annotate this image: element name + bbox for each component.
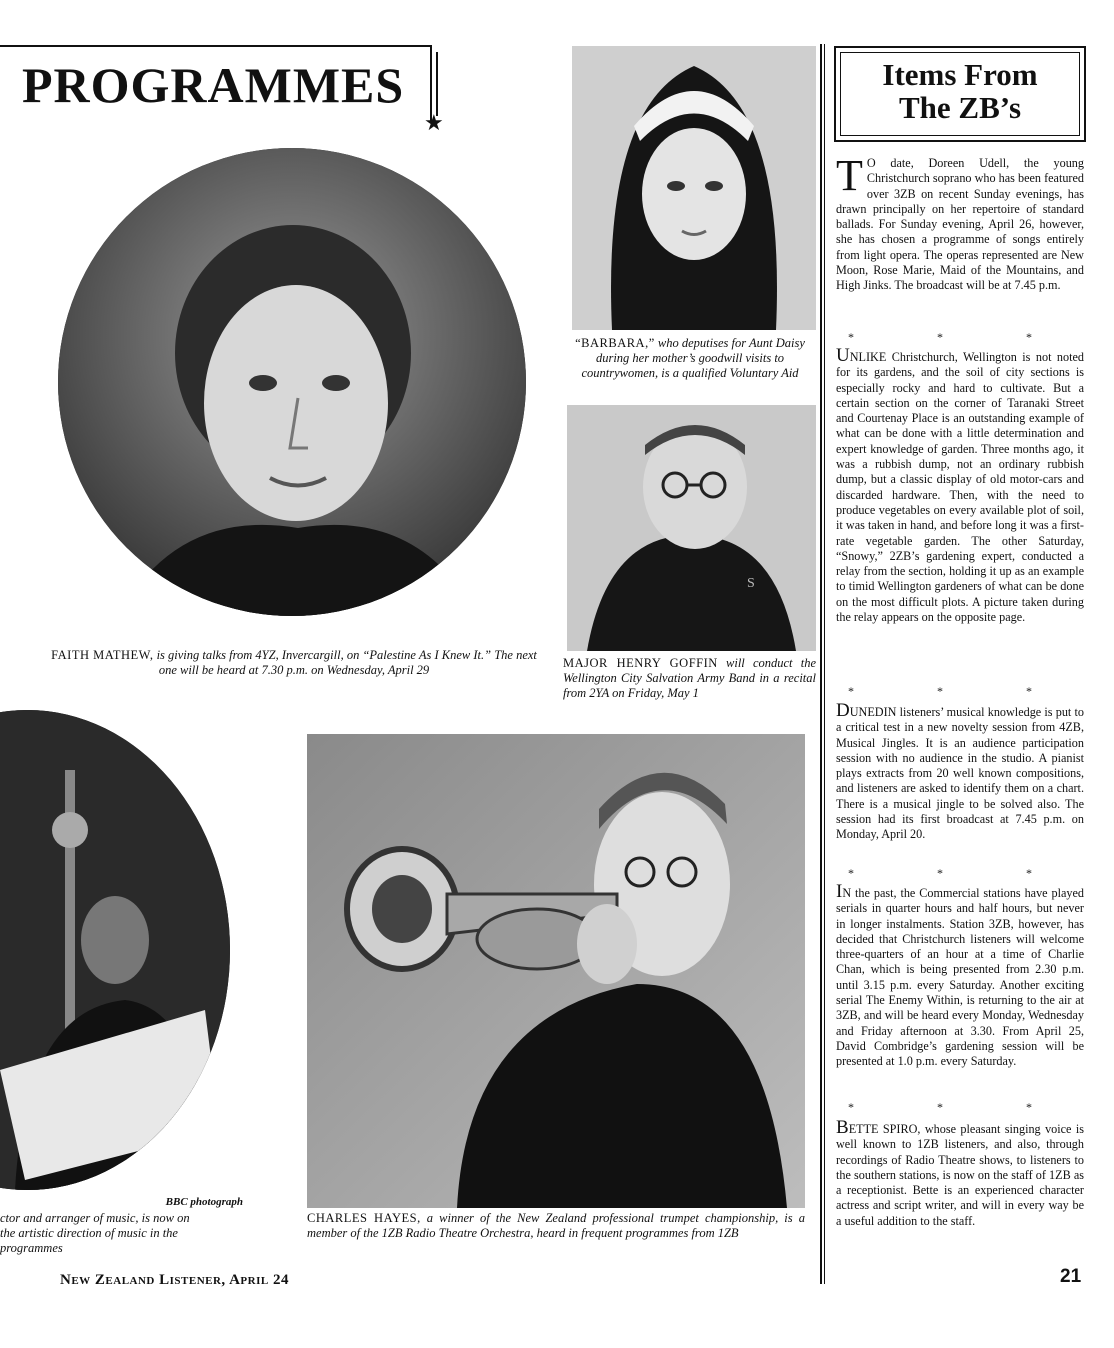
caption-bbc-conductor [0, 1211, 246, 1256]
caption-line: programmes [0, 1241, 63, 1255]
column-rule [820, 44, 822, 1284]
initial-cap: I [836, 881, 843, 902]
caption-line: ctor and arranger of music, is now on [0, 1211, 190, 1225]
article-doreen-udell [836, 151, 1084, 294]
page-number: 21 [1060, 1266, 1082, 1287]
article-text: UNEDIN listeners’ musical knowledge is put to a critical test in a new novelty session from 4ZB, Musical Jingles. It is an audience participation session with no audience in the studio. A pianist plays extracts from 20 well known compositions, and listeners are asked to identify them on a chart. There is a musical jingle to be solved also. The session had its first broadcast at 7.45 p.m. on Monday, April 20. [836, 705, 1084, 842]
article-musical-jingles [836, 700, 1084, 843]
article-text: NLIKE Christchurch, Wellington is not noted for its gardens, and the soil of city sections is especially rocky and hard to cultivate. But a certain section on the corner of Taranaki Street and Courtenay Place is an outstanding example of what can be done with a little determination and expert knowledge of garden. Three months ago, it was a rubbish dump, not an ordinary rubbish dump, but a classic display of old motor-cars and discarded hardware. Then, with the need to produce vegetables on every available plot of soil, it was taken in hand, and before long it was a first-rate vegetable garden. The other Saturday, “Snowy,” 2ZB’s gardening expert, conducted a relay from the section, holding it up as an example to timid Wellington gardeners of what can be done on the most difficult plots. A picture taken during the relay appears on the opposite page. [836, 350, 1084, 625]
article-wellington-garden [836, 345, 1084, 625]
initial-cap: U [836, 345, 850, 366]
publication-footer: New Zealand Listener, April 24 [60, 1272, 289, 1288]
caption-major-goffin: MAJOR HENRY GOFFIN will conduct the Wellington City Salvation Army Band in a recital from 2YA on Friday, May 1 [563, 656, 816, 700]
caption-charles-hayes: CHARLES HAYES, a winner of the New Zealand professional trumpet championship, is a member of the 1ZB Radio Theatre Orchestra, heard in frequent programmes from 1ZB [307, 1211, 805, 1240]
separator: * * * [848, 684, 1072, 698]
svg-text:S: S [747, 576, 755, 591]
column-title [840, 58, 1080, 124]
caption-barbara: “BARBARA,” who deputises for Aunt Daisy during her mother’s goodwill visits to countrywomen, is a qualified Voluntary Aid [575, 336, 805, 380]
caption-line: the artistic direction of music in the [0, 1226, 178, 1240]
photo-faith-mathew [58, 148, 526, 616]
header-rule [0, 45, 432, 47]
header-rule-vertical-inner [436, 52, 438, 116]
article-bette-spiro [836, 1117, 1084, 1229]
photo-barbara [572, 46, 816, 330]
initial-cap: B [836, 1117, 849, 1138]
separator: * * * [848, 866, 1072, 880]
photo-major-goffin [567, 405, 816, 651]
column-title-line: Items From [882, 57, 1038, 92]
photo-credit: BBC photograph [165, 1196, 243, 1208]
page-title: PROGRAMMES [22, 57, 405, 113]
column-title-line: The ZB’s [898, 90, 1022, 125]
drop-cap: T [836, 151, 863, 200]
separator: * * * [848, 330, 1072, 344]
article-text: O date, Doreen Udell, the young Christchurch soprano who has been featured over 3ZB on recent Sunday evenings, has drawn principally on her repertoire of standard ballads. For Sunday evening, April 26, however, she has chosen a programme of songs entirely from light opera. The operas represented are New Moon, Rose Marie, Maid of the Mountains, and High Jinks. The broadcast will be at 7.45 p.m. [836, 156, 1084, 293]
article-serials [836, 881, 1084, 1070]
separator: * * * [848, 1100, 1072, 1114]
photo-charles-hayes [307, 734, 805, 1208]
caption-faith-mathew: FAITH MATHEW, is giving talks from 4YZ, Invercargill, on “Palestine As I Knew It.” The next one will be heard at 7.30 p.m. on Wednesday, April 29 [51, 648, 537, 677]
article-text: N the past, the Commercial stations have played serials in quarter hours and half hours, but never in longer instalments. Station 3ZB, however, has decided that Christchurch listeners will welcome three-quarters of an hour at a time of Charlie Chan, which is being presented from 2.30 p.m. until 3.15 p.m. every Saturday. Another exciting serial The Enemy Within, is returning to the air at 3ZB, and will be heard every Monday, Wednesday and Friday afternoon at 3.30. From April 25, David Combridge’s gardening session will be presented at 1.0 p.m. every Saturday. [836, 886, 1084, 1069]
photo-bbc-conductor [0, 710, 230, 1190]
article-text: ETTE SPIRO, whose pleasant singing voice is well known to 1ZB listeners, and also, through recordings of Radio Theatre shows, to listeners to the southern stations, is now on the staff of 1ZB as a receptionist. Bette is an experienced character actress and script writer, and will in every way be a useful addition to the staff. [836, 1122, 1084, 1228]
column-rule-inner [824, 44, 825, 1284]
star-icon: ★ [424, 110, 444, 135]
initial-cap: D [836, 700, 850, 721]
